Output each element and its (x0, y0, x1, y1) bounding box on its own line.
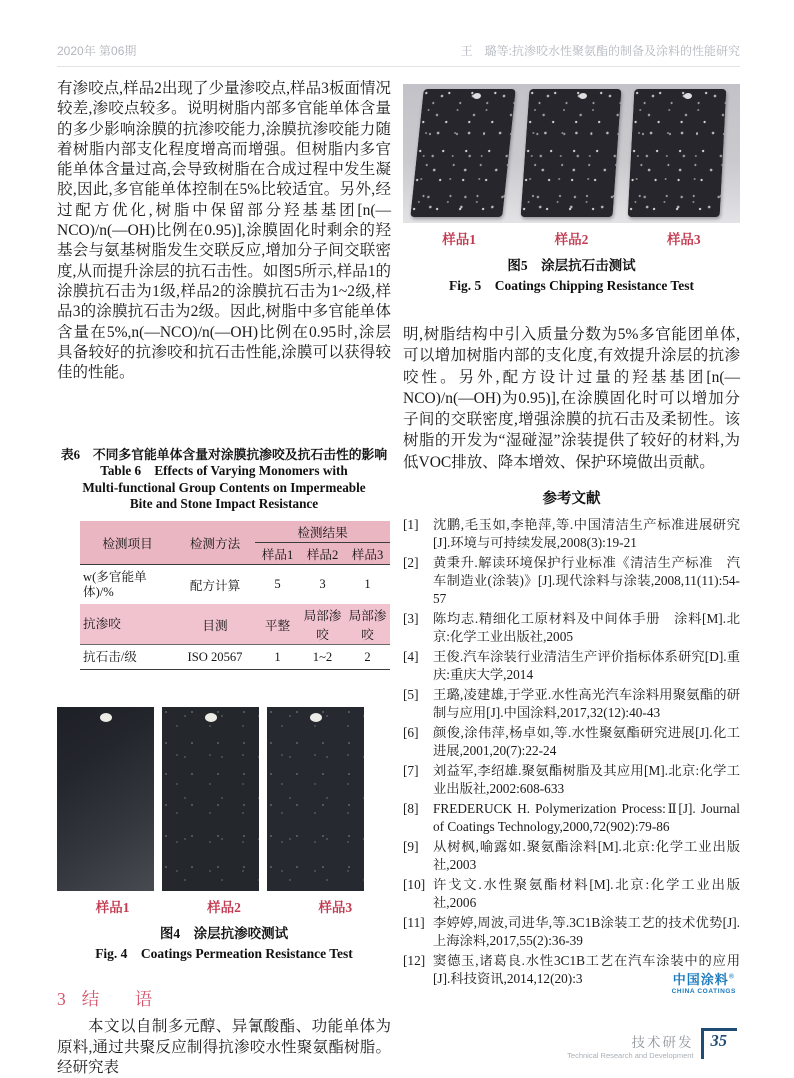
section-title: 结 语 (81, 989, 162, 1010)
col-header-sample3: 样品3 (345, 542, 390, 564)
panel-hole (310, 713, 322, 722)
reference-text: 从树枫,喻露如.聚氨酯涂料[M].北京:化学工业出版社,2003 (433, 839, 740, 873)
right-column (403, 84, 740, 990)
reference-item (403, 914, 740, 950)
reference-number: [7] (403, 763, 419, 779)
reference-text: 陈均志.精细化工原材料及中间体手册 涂料[M].北京:化学工业出版社,2005 (433, 611, 740, 645)
footer-label-zh: 技术研发 (631, 1035, 694, 1050)
page-header (57, 42, 740, 67)
cell-s2: 3 (319, 577, 326, 592)
figure5-caption-zh: 图5 涂层抗石击测试 (507, 258, 636, 273)
figure4-panel-3 (267, 707, 364, 891)
logo-text-zh: 中国涂料® (672, 972, 735, 987)
col-header-results: 检测结果 (255, 521, 390, 543)
cell-method: ISO 20567 (175, 645, 255, 670)
reference-number: [6] (403, 725, 419, 741)
reference-text: 窦德玉,诸葛良.水性3C1B工艺在汽车涂装中的应用[J].科技资讯,2014,12(20):3 (433, 953, 740, 987)
section-number: 3 (57, 989, 66, 1010)
cell-item: w(多官能单体)/% (83, 569, 147, 599)
sample-label: 样品3 (318, 900, 353, 916)
table-row (80, 645, 390, 670)
cell-item: 抗渗咬 (80, 604, 175, 645)
sample-label: 样品1 (95, 900, 130, 916)
reference-text: 黄秉升.解读环境保护行业标准《清洁生产标准 汽车制造业(涂装)》[J].现代涂料与涂装,2008,11(11):54-57 (433, 555, 740, 607)
footer-label-en: Technical Research and Development (567, 1051, 694, 1060)
panel-hole (100, 713, 112, 722)
figure4-sample-labels (57, 896, 391, 916)
reference-text: 刘益军,李绍雄.聚氨酯树脂及其应用[M].北京:化学工业出版社,2002:608-633 (433, 763, 740, 797)
reference-number: [8] (403, 801, 419, 817)
figure5-sample-labels (403, 228, 740, 248)
cell-s1: 平整 (255, 604, 300, 645)
reference-text: 王俊.汽车涂装行业清洁生产评价指标体系研究[D].重庆:重庆大学,2014 (433, 649, 740, 683)
cell-s2: 1~2 (300, 645, 345, 670)
sample-label: 样品2 (207, 900, 241, 916)
conclusion-paragraph: 本文以自制多元醇、异氰酸酯、功能单体为原料,通过共聚反应制得抗渗咬水性聚氨酯树脂。经研究表 (57, 1018, 391, 1077)
reference-text: 李婷婷,周波,司进华,等.3C1B涂装工艺的技术优势[J].上海涂料,2017,55(2):36-39 (433, 915, 740, 949)
body-paragraph: 明,树脂结构中引入质量分数为5%多官能团单体,可以增加树脂内部的支化度,有效提升涂层的抗渗咬性。另外,配方设计过量的羟基基团[n(—NCO)/n(—OH)为0.95)],在涂膜固化时可以增加分子间的交联密度,增强涂膜的抗石击及柔韧性。该树脂的开发为“湿碰湿”涂装提供了较好的材料,为低VOC排放、降本增效、保护环境做出贡献。 (403, 326, 740, 471)
cell-s3: 1 (364, 577, 371, 592)
reference-item (403, 554, 740, 608)
body-paragraph: 有渗咬点,样品2出现了少量渗咬点,样品3板面情况较差,渗咬点较多。说明树脂内部多官能单体含量的多少影响涂膜的抗渗咬能力,涂膜抗渗咬能力随着树脂内部支化程度增高而增强。但树脂内多官能单体含量过高,会导致树脂在合成过程中发生凝胶,因此,多官能单体控制在5%比较适宜。另外,经过配方优化,树脂中保留部分羟基基团[n(—NCO)/n(—OH)比例在0.95)],涂膜固化时剩余的羟基会与氨基树脂发生交联反应,增加分子间交联密度,从而提升涂层的抗石击性。如图5所示,样品1的涂膜抗石击为1级,样品2的涂膜抗石击为1~2级,样品3的涂膜抗石击为2级。因此,树脂中多官能单体含量在5%,n(—NCO)/n(—OH)比例在0.95时,涂层具备较好的抗渗咬和抗石击性能,涂膜可以获得较佳的性能。 (57, 80, 391, 382)
figure5-panel-2 (521, 89, 622, 217)
panel-hole (205, 713, 217, 722)
section-heading (57, 986, 391, 1011)
reference-number: [3] (403, 611, 419, 627)
panel-hole (578, 93, 586, 99)
figure4-image (57, 707, 391, 891)
logo-text-en: CHINA COATINGS (671, 988, 736, 995)
sample-label: 样品1 (442, 232, 477, 247)
table-row (80, 604, 390, 645)
footer-section-name (567, 1028, 693, 1060)
figure5-panel-3 (628, 89, 727, 217)
reference-number: [9] (403, 839, 419, 855)
table6-caption-en-line2: Multi-functional Group Contents on Impermeable (82, 479, 366, 495)
figure5-panel-1 (410, 89, 515, 217)
cell-s1: 1 (255, 645, 300, 670)
reference-item (403, 876, 740, 912)
issue-info: 2020年 第06期 (57, 44, 137, 58)
reference-item (403, 800, 740, 836)
cell-method: 目测 (175, 604, 255, 645)
reference-item (403, 762, 740, 798)
running-title: 王 璐等:抗渗咬水性聚氨酯的制备及涂料的性能研究 (460, 44, 740, 58)
page-footer (567, 1028, 737, 1060)
reference-number: [2] (403, 555, 419, 571)
reference-text: 王璐,凌建雄,于学亚.水性高光汽车涂料用聚氨酯的研制与应用[J].中国涂料,2017,32(12):40-43 (433, 687, 740, 721)
cell-s3: 2 (345, 645, 390, 670)
figure4-panel-1 (57, 707, 154, 891)
panel-hole (472, 93, 481, 99)
reference-number: [1] (403, 517, 419, 533)
figure4-caption-en: Fig. 4 Coatings Permeation Resistance Test (95, 946, 353, 962)
sample-label: 样品2 (554, 232, 589, 247)
panel-hole (684, 93, 692, 99)
reference-text: 颜俊,涂伟萍,杨卓如,等.水性聚氨酯研究进展[J].化工进展,2001,20(7):22-24 (433, 725, 740, 759)
reference-number: [5] (403, 687, 419, 703)
reference-number: [12] (403, 953, 426, 969)
page-number: 35 (701, 1028, 738, 1059)
reference-list (403, 516, 740, 988)
reference-number: [11] (403, 915, 425, 931)
col-header-item: 检测项目 (80, 521, 175, 565)
table6-caption-en-line3: Bite and Stone Impact Resistance (129, 496, 319, 512)
china-coatings-logo (672, 969, 736, 995)
reference-item (403, 724, 740, 760)
reference-number: [4] (403, 649, 419, 665)
reference-text: FREDERUCK H. Polymerization Process:Ⅱ[J]. Journal of Coatings Technology,2000,72(902):79-86 (433, 801, 740, 835)
reference-text: 许戈文.水性聚氨酯材料[M].北京:化学工业出版社,2006 (433, 877, 740, 911)
reference-item (403, 686, 740, 722)
cell-s3: 局部渗咬 (345, 604, 390, 645)
cell-method: 配方计算 (189, 579, 241, 594)
sample-label: 样品3 (666, 232, 701, 247)
figure4-panel-2 (162, 707, 259, 891)
reference-item (403, 648, 740, 684)
left-column (57, 79, 391, 1078)
figure5-caption-en: Fig. 5 Coatings Chipping Resistance Test (449, 278, 694, 293)
col-header-sample1: 样品1 (255, 542, 300, 564)
col-header-sample2: 样品2 (300, 542, 345, 564)
table6-caption-en-line1: Table 6 Effects of Varying Monomers with (100, 463, 348, 479)
cell-s2: 局部渗咬 (300, 604, 345, 645)
reference-number: [10] (403, 877, 426, 893)
cell-item: 抗石击/级 (80, 645, 175, 670)
reference-item (403, 610, 740, 646)
figure4-caption-zh: 图4 涂层抗渗咬测试 (159, 926, 289, 942)
table-row (80, 564, 390, 604)
figure5-image (403, 84, 740, 223)
reference-text: 沈鹏,毛玉如,李艳萍,等.中国清洁生产标准进展研究[J].环境与可持续发展,2008(3):19-21 (433, 517, 740, 551)
reference-item (403, 838, 740, 874)
registered-mark: ® (728, 972, 735, 981)
table-6 (80, 521, 390, 671)
cell-s1: 5 (274, 577, 281, 592)
col-header-method: 检测方法 (175, 521, 255, 565)
reference-item (403, 516, 740, 552)
table6-caption-zh: 表6 不同多官能单体含量对涂膜抗渗咬及抗石击性的影响 (60, 448, 388, 463)
references-title: 参考文献 (542, 491, 601, 508)
